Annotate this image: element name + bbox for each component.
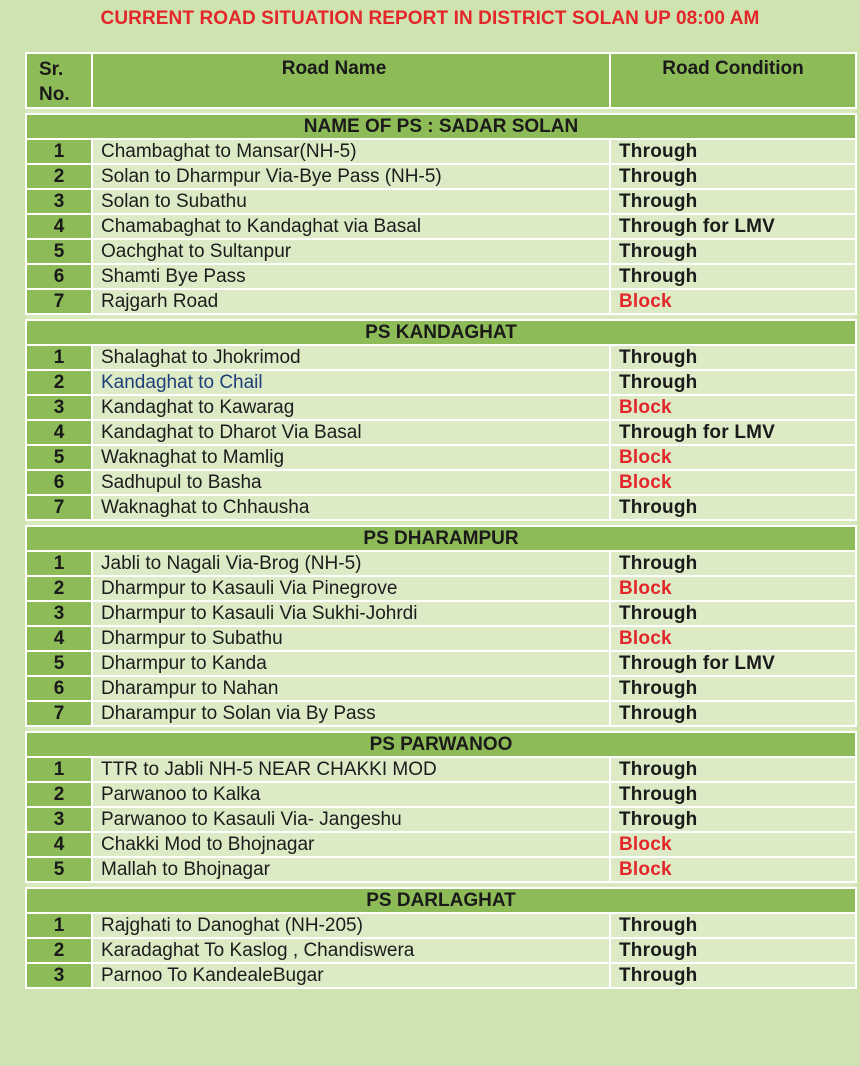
header-road-name: Road Name xyxy=(92,53,610,108)
section-name: NAME OF PS : SADAR SOLAN xyxy=(26,114,856,139)
table-row xyxy=(26,576,856,601)
section-header-row xyxy=(26,114,856,139)
table-row xyxy=(26,832,856,857)
road-condition-cell: Through xyxy=(610,495,856,520)
road-name-cell: Sadhupul to Basha xyxy=(92,470,610,495)
road-condition-cell: Block xyxy=(610,445,856,470)
road-condition-cell: Through xyxy=(610,676,856,701)
table-row xyxy=(26,857,856,882)
sr-no-cell: 7 xyxy=(26,495,92,520)
table-row xyxy=(26,601,856,626)
table-row xyxy=(26,420,856,445)
road-condition-cell: Through for LMV xyxy=(610,214,856,239)
road-name-cell: Dharmpur to Kanda xyxy=(92,651,610,676)
section-header-row xyxy=(26,320,856,345)
road-condition-cell: Through for LMV xyxy=(610,651,856,676)
header-road-condition: Road Condition xyxy=(610,53,856,108)
road-name-cell: Parnoo To KandealeBugar xyxy=(92,963,610,988)
table-row xyxy=(26,651,856,676)
road-name-cell: Dharampur to Solan via By Pass xyxy=(92,701,610,726)
road-name-cell: Dharampur to Nahan xyxy=(92,676,610,701)
road-condition-cell: Through xyxy=(610,189,856,214)
sr-no-cell: 3 xyxy=(26,189,92,214)
sr-no-cell: 5 xyxy=(26,857,92,882)
sr-no-cell: 3 xyxy=(26,601,92,626)
road-condition-cell: Through xyxy=(610,938,856,963)
table-row xyxy=(26,551,856,576)
road-name-cell: Jabli to Nagali Via-Brog (NH-5) xyxy=(92,551,610,576)
table-row xyxy=(26,445,856,470)
report-title: CURRENT ROAD SITUATION REPORT IN DISTRICT SOLAN UP 08:00 AM xyxy=(100,8,760,29)
table-row xyxy=(26,676,856,701)
sr-no-cell: 1 xyxy=(26,913,92,938)
road-situation-table xyxy=(25,52,857,989)
road-condition-cell: Through xyxy=(610,139,856,164)
sr-no-cell: 1 xyxy=(26,139,92,164)
sr-no-cell: 7 xyxy=(26,289,92,314)
road-condition-cell: Block xyxy=(610,832,856,857)
road-name-cell: Kandaghat to Kawarag xyxy=(92,395,610,420)
sr-no-cell: 4 xyxy=(26,626,92,651)
road-condition-cell: Through xyxy=(610,370,856,395)
road-condition-cell: Through xyxy=(610,963,856,988)
road-condition-cell: Through for LMV xyxy=(610,420,856,445)
table-row xyxy=(26,264,856,289)
sr-no-cell: 2 xyxy=(26,370,92,395)
section-header-row xyxy=(26,526,856,551)
sr-no-cell: 1 xyxy=(26,757,92,782)
road-condition-cell: Block xyxy=(610,626,856,651)
sr-no-cell: 1 xyxy=(26,551,92,576)
table-row xyxy=(26,495,856,520)
road-name-cell: Karadaghat To Kaslog , Chandiswera xyxy=(92,938,610,963)
section-name: PS DHARAMPUR xyxy=(26,526,856,551)
table-row xyxy=(26,963,856,988)
road-condition-cell: Through xyxy=(610,782,856,807)
table-row xyxy=(26,139,856,164)
table-row xyxy=(26,164,856,189)
sr-no-cell: 5 xyxy=(26,651,92,676)
table-row xyxy=(26,239,856,264)
table-body xyxy=(26,108,856,988)
sr-no-cell: 2 xyxy=(26,782,92,807)
table-row xyxy=(26,470,856,495)
road-name-cell: Chamabaghat to Kandaghat via Basal xyxy=(92,214,610,239)
table-row xyxy=(26,345,856,370)
road-name-cell: Solan to Dharmpur Via-Bye Pass (NH-5) xyxy=(92,164,610,189)
road-condition-cell: Through xyxy=(610,164,856,189)
road-name-cell: Solan to Subathu xyxy=(92,189,610,214)
table-row xyxy=(26,289,856,314)
road-condition-cell: Block xyxy=(610,576,856,601)
road-name-cell: Waknaghat to Mamlig xyxy=(92,445,610,470)
road-condition-cell: Block xyxy=(610,857,856,882)
sr-no-cell: 5 xyxy=(26,445,92,470)
table-row xyxy=(26,782,856,807)
road-name-cell: Rajghati to Danoghat (NH-205) xyxy=(92,913,610,938)
sr-no-cell: 1 xyxy=(26,345,92,370)
header-sr-no xyxy=(26,53,92,108)
road-name-cell: Shalaghat to Jhokrimod xyxy=(92,345,610,370)
road-name-cell: Parwanoo to Kalka xyxy=(92,782,610,807)
road-condition-cell: Through xyxy=(610,551,856,576)
sr-no-cell: 7 xyxy=(26,701,92,726)
sr-no-cell: 6 xyxy=(26,264,92,289)
road-name-cell: Dharmpur to Subathu xyxy=(92,626,610,651)
sr-no-cell: 6 xyxy=(26,676,92,701)
sr-no-cell: 3 xyxy=(26,963,92,988)
road-condition-cell: Through xyxy=(610,345,856,370)
road-name-cell: Kandaghat to Chail xyxy=(92,370,610,395)
sr-no-cell: 3 xyxy=(26,807,92,832)
sr-no-cell: 4 xyxy=(26,214,92,239)
road-name-cell: Kandaghat to Dharot Via Basal xyxy=(92,420,610,445)
road-condition-cell: Through xyxy=(610,757,856,782)
road-condition-cell: Through xyxy=(610,913,856,938)
road-name-cell: Shamti Bye Pass xyxy=(92,264,610,289)
table-row xyxy=(26,938,856,963)
road-condition-cell: Through xyxy=(610,264,856,289)
road-name-cell: Oachghat to Sultanpur xyxy=(92,239,610,264)
sr-no-cell: 2 xyxy=(26,164,92,189)
road-condition-cell: Through xyxy=(610,807,856,832)
road-name-cell: Parwanoo to Kasauli Via- Jangeshu xyxy=(92,807,610,832)
sr-no-cell: 4 xyxy=(26,832,92,857)
sr-no-cell: 6 xyxy=(26,470,92,495)
road-name-cell: Chambaghat to Mansar(NH-5) xyxy=(92,139,610,164)
table-row xyxy=(26,370,856,395)
section-header-row xyxy=(26,732,856,757)
road-condition-cell: Block xyxy=(610,470,856,495)
table-row xyxy=(26,701,856,726)
table-row xyxy=(26,214,856,239)
road-name-cell: TTR to Jabli NH-5 NEAR CHAKKI MOD xyxy=(92,757,610,782)
table-row xyxy=(26,626,856,651)
sr-no-cell: 2 xyxy=(26,938,92,963)
table-row xyxy=(26,189,856,214)
road-name-cell: Chakki Mod to Bhojnagar xyxy=(92,832,610,857)
road-name-cell: Mallah to Bhojnagar xyxy=(92,857,610,882)
section-header-row xyxy=(26,888,856,913)
sr-no-cell: 2 xyxy=(26,576,92,601)
road-name-cell: Rajgarh Road xyxy=(92,289,610,314)
section-name: PS DARLAGHAT xyxy=(26,888,856,913)
section-name: PS PARWANOO xyxy=(26,732,856,757)
road-name-cell: Waknaghat to Chhausha xyxy=(92,495,610,520)
table-row xyxy=(26,913,856,938)
sr-no-cell: 3 xyxy=(26,395,92,420)
road-condition-cell: Through xyxy=(610,601,856,626)
table-row xyxy=(26,757,856,782)
sr-no-cell: 4 xyxy=(26,420,92,445)
table-row xyxy=(26,395,856,420)
road-condition-cell: Through xyxy=(610,701,856,726)
road-condition-cell: Block xyxy=(610,395,856,420)
road-name-cell: Dharmpur to Kasauli Via Pinegrove xyxy=(92,576,610,601)
table-row xyxy=(26,807,856,832)
road-name-cell: Dharmpur to Kasauli Via Sukhi-Johrdi xyxy=(92,601,610,626)
road-condition-cell: Block xyxy=(610,289,856,314)
section-name: PS KANDAGHAT xyxy=(26,320,856,345)
road-condition-cell: Through xyxy=(610,239,856,264)
header-sr-label: Sr. No. xyxy=(39,59,70,105)
sr-no-cell: 5 xyxy=(26,239,92,264)
table-header-row xyxy=(26,53,856,108)
